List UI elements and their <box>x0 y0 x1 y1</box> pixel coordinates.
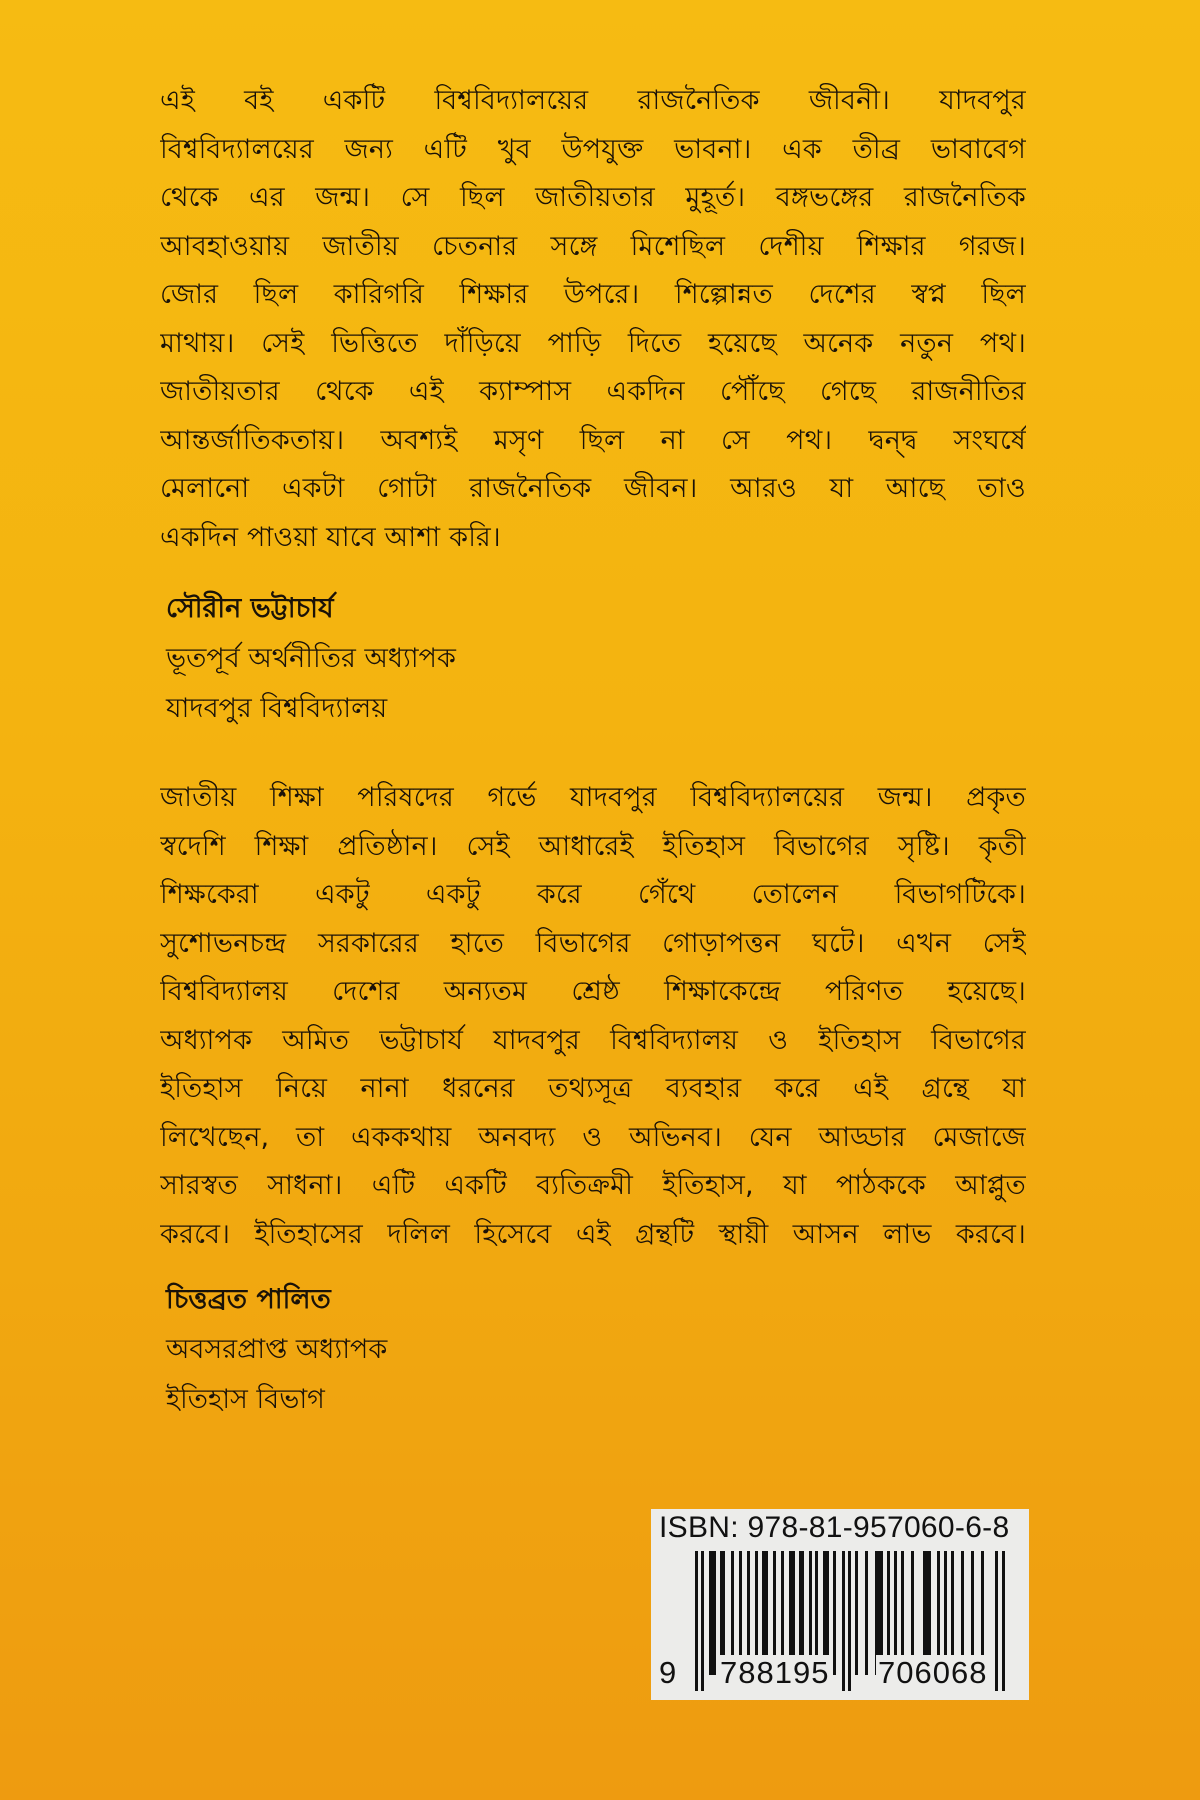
signature-role: ভূতপূর্ব অর্থনীতির অধ্যাপক <box>166 643 456 674</box>
signature-name: চিত্তব্রত পালিত <box>166 1284 331 1315</box>
signature-1 <box>166 584 456 734</box>
blurb2-line: বিশ্ববিদ্যালয় দেশের অন্যতম শ্রেষ্ঠ শিক্ষাকেন্দ্রে পরিণত হয়েছে। <box>160 976 1026 1007</box>
blurb2-line: অধ্যাপক অমিত ভট্টাচার্য যাদবপুর বিশ্ববিদ্যালয় ও ইতিহাস বিভাগের <box>160 1024 1026 1056</box>
signature-name: সৌরীন ভট্টাচার্য <box>166 593 334 624</box>
blurb1-line: জোর ছিল কারিগরি শিক্ষার উপরে। শিল্পোন্নত দেশের স্বপ্ন ছিল <box>160 279 1026 310</box>
blurb-paragraph-1 <box>160 77 1026 562</box>
blurb2-line: লিখেছেন, তা এককথায় অনবদ্য ও অভিনব। যেন আড্ডার মেজাজে <box>160 1121 1026 1153</box>
blurb2-line: করবে। ইতিহাসের দলিল হিসেবে এই গ্রন্থটি স্থায়ী আসন লাভ করবে। <box>160 1218 1026 1250</box>
blurb1-line: বিশ্ববিদ্যালয়ের জন্য এটি খুব উপযুক্ত ভাবনা। এক তীব্র ভাবাবেগ <box>160 133 1026 165</box>
signature-affiliation: যাদবপুর বিশ্ববিদ্যালয় <box>166 693 388 724</box>
barcode-right-digits: 706068 <box>878 1655 988 1690</box>
barcode-lead-digit: 9 <box>659 1655 678 1690</box>
blurb-paragraph-2 <box>160 774 1026 1259</box>
isbn-text: ISBN: 978-81-957060-6-8 <box>659 1511 1010 1544</box>
blurb2-line: শিক্ষকেরা একটু একটু করে গেঁথে তোলেন বিভাগটিকে। <box>160 879 1026 910</box>
blurb1-line: জাতীয়তার থেকে এই ক্যাম্পাস একদিন পৌঁছে গেছে রাজনীতির <box>160 376 1026 407</box>
blurb1-line: একদিন পাওয়া যাবে আশা করি। <box>160 521 501 553</box>
blurb2-line: সুশোভনচন্দ্র সরকারের হাতে বিভাগের গোড়াপত্তন ঘটে। এখন সেই <box>160 927 1026 959</box>
signature-role: অবসরপ্রাপ্ত অধ্যাপক <box>166 1334 388 1365</box>
blurb1-line: এই বই একটি বিশ্ববিদ্যালয়ের রাজনৈতিক জীবনী। যাদবপুর <box>160 85 1026 116</box>
blurb1-line: আবহাওয়ায় জাতীয় চেতনার সঙ্গে মিশেছিল দেশীয় শিক্ষার গরজ। <box>160 230 1026 262</box>
signature-affiliation: ইতিহাস বিভাগ <box>166 1384 325 1415</box>
blurb1-line: থেকে এর জন্ম। সে ছিল জাতীয়তার মুহূর্ত। বঙ্গভঙ্গের রাজনৈতিক <box>160 182 1026 213</box>
blurb2-line: সারস্বত সাধনা। এটি একটি ব্যতিক্রমী ইতিহাস, যা পাঠককে আপ্লুত <box>160 1170 1026 1201</box>
isbn-barcode-label <box>651 1509 1029 1700</box>
blurb2-line: ইতিহাস নিয়ে নানা ধরনের তথ্যসূত্র ব্যবহার করে এই গ্রন্থে যা <box>160 1073 1026 1104</box>
blurb2-line: জাতীয় শিক্ষা পরিষদের গর্ভে যাদবপুর বিশ্ববিদ্যালয়ের জন্ম। প্রকৃত <box>160 782 1026 813</box>
signature-2 <box>166 1275 387 1425</box>
barcode-left-digits: 788195 <box>720 1655 830 1690</box>
blurb1-line: মেলানো একটা গোটা রাজনৈতিক জীবন। আরও যা আছে তাও <box>160 473 1026 504</box>
blurb1-line: মাথায়। সেই ভিত্তিতে দাঁড়িয়ে পাড়ি দিতে হয়েছে অনেক নতুন পথ। <box>160 327 1026 359</box>
blurb1-line: আন্তর্জাতিকতায়। অবশ্যই মসৃণ ছিল না সে পথ। দ্বন্দ্ব সংঘর্ষে <box>160 424 1026 456</box>
blurb2-line: স্বদেশি শিক্ষা প্রতিষ্ঠান। সেই আধারেই ইতিহাস বিভাগের সৃষ্টি। কৃতী <box>160 830 1026 862</box>
